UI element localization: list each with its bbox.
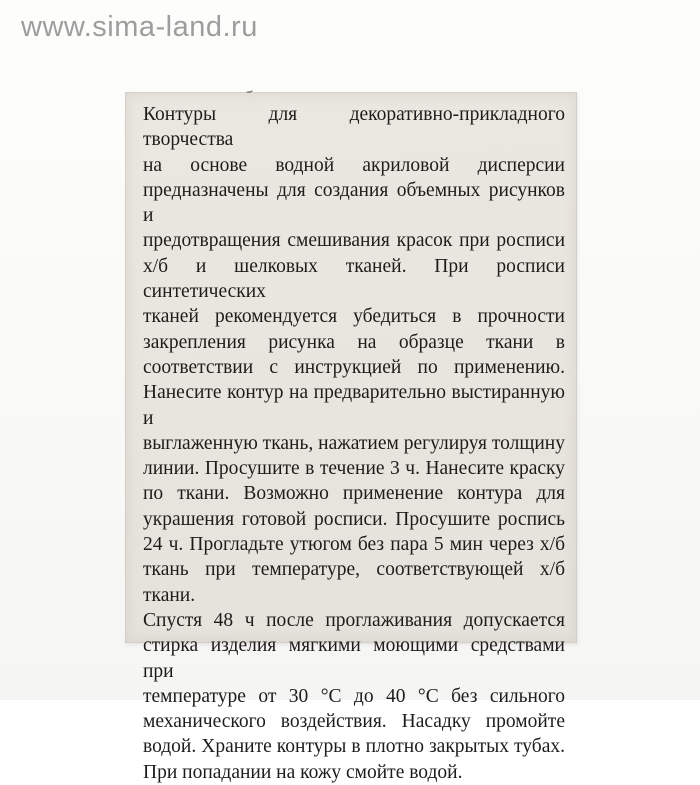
sima-land-watermark: www.sima-land.ru	[21, 11, 258, 43]
instruction-text	[143, 102, 565, 785]
text-line: украшения готовой росписи. Просушите роспись	[143, 508, 565, 530]
text-line: закрепления рисунка на образце ткани в	[143, 331, 565, 353]
text-line: предназначены для создания объемных рисунков и	[143, 179, 565, 227]
text-line: механического воздействия. Насадку промойте	[143, 711, 565, 733]
text-line: водой. Храните контуры в плотно закрытых тубах.	[143, 736, 565, 758]
text-line: на основе водной акриловой дисперсии	[143, 154, 565, 176]
text-line: температуре от 30 °С до 40 °С без сильного	[143, 685, 565, 707]
text-line: Нанесите контур на предварительно выстиранную и	[143, 382, 565, 429]
text-line: ткань при температуре, соответствующей х/б ткани.	[143, 559, 565, 606]
text-line: выглаженную ткань, нажатием регулируя толщину	[143, 432, 565, 454]
text-line: тканей рекомендуется убедиться в прочности	[143, 306, 565, 328]
smudge-mark	[246, 88, 254, 93]
text-line: Контуры для декоративно-прикладного творчества	[143, 104, 565, 151]
text-line: предотвращения смешивания красок при росписи	[143, 230, 565, 252]
instruction-label	[125, 92, 577, 783]
text-line: х/б и шелковых тканей. При росписи синтетических	[143, 255, 565, 303]
text-line: по ткани. Возможно применение контура для	[143, 483, 565, 505]
text-line: стирка изделия мягкими моющими средствами при	[143, 635, 565, 682]
text-line: соответствии с инструкцией по применению.	[143, 356, 565, 378]
text-line: 24 ч. Прогладьте утюгом без пара 5 мин через х/б	[143, 534, 565, 556]
text-line: линии. Просушите в течение 3 ч. Нанесите краску	[143, 458, 565, 480]
text-line: Спустя 48 ч после проглаживания допускается	[143, 609, 565, 631]
text-line: При попадании на кожу смойте водой.	[143, 761, 463, 783]
